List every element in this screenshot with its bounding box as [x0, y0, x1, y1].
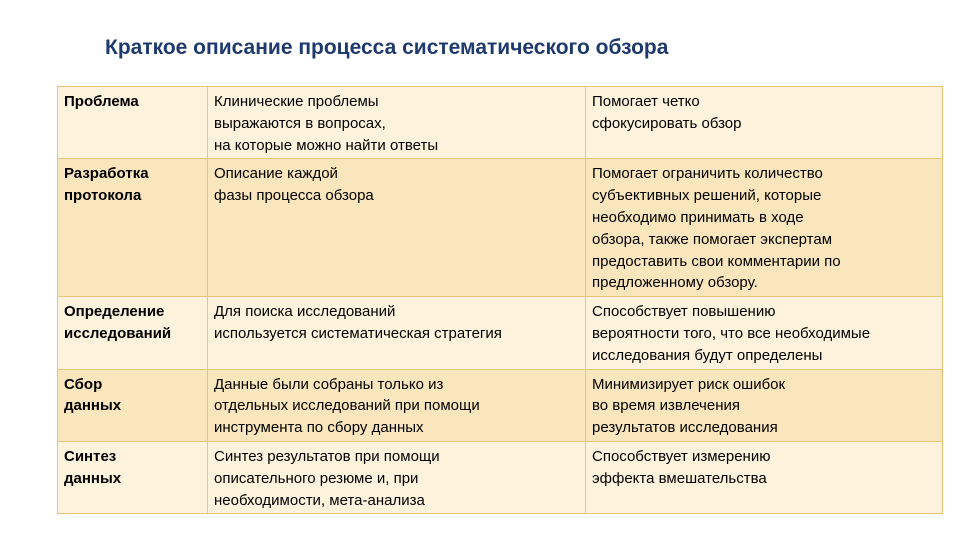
benefit-cell: Минимизирует риск ошибок во время извлечения результатов исследования [586, 369, 943, 441]
benefit-cell: Способствует измерению эффекта вмешательства [586, 441, 943, 513]
description-cell: Синтез результатов при помощи описательного резюме и, при необходимости, мета-анализа [208, 441, 586, 513]
stage-cell: Сбор данных [58, 369, 208, 441]
table-row [58, 297, 943, 369]
description-cell: Данные были собраны только из отдельных исследований при помощи инструмента по сбору данных [208, 369, 586, 441]
description-cell: Описание каждой фазы процесса обзора [208, 159, 586, 297]
stage-cell: Проблема [58, 87, 208, 159]
description-cell: Для поиска исследований используется систематическая стратегия [208, 297, 586, 369]
benefit-cell: Помогает четко сфокусировать обзор [586, 87, 943, 159]
table-row [58, 87, 943, 159]
page-title: Краткое описание процесса систематического обзора [105, 36, 669, 59]
review-summary-table [57, 86, 943, 514]
table-row [58, 369, 943, 441]
table-row [58, 159, 943, 297]
stage-cell: Синтез данных [58, 441, 208, 513]
table-row [58, 441, 943, 513]
stage-cell: Разработка протокола [58, 159, 208, 297]
benefit-cell: Способствует повышению вероятности того, что все необходимые исследования будут определены [586, 297, 943, 369]
benefit-cell: Помогает ограничить количество субъективных решений, которые необходимо принимать в ходе обзора, также помогает экспертам предоставить свои комментарии по предложенному обзору. [586, 159, 943, 297]
stage-cell: Определение исследований [58, 297, 208, 369]
description-cell: Клинические проблемы выражаются в вопросах, на которые можно найти ответы [208, 87, 586, 159]
